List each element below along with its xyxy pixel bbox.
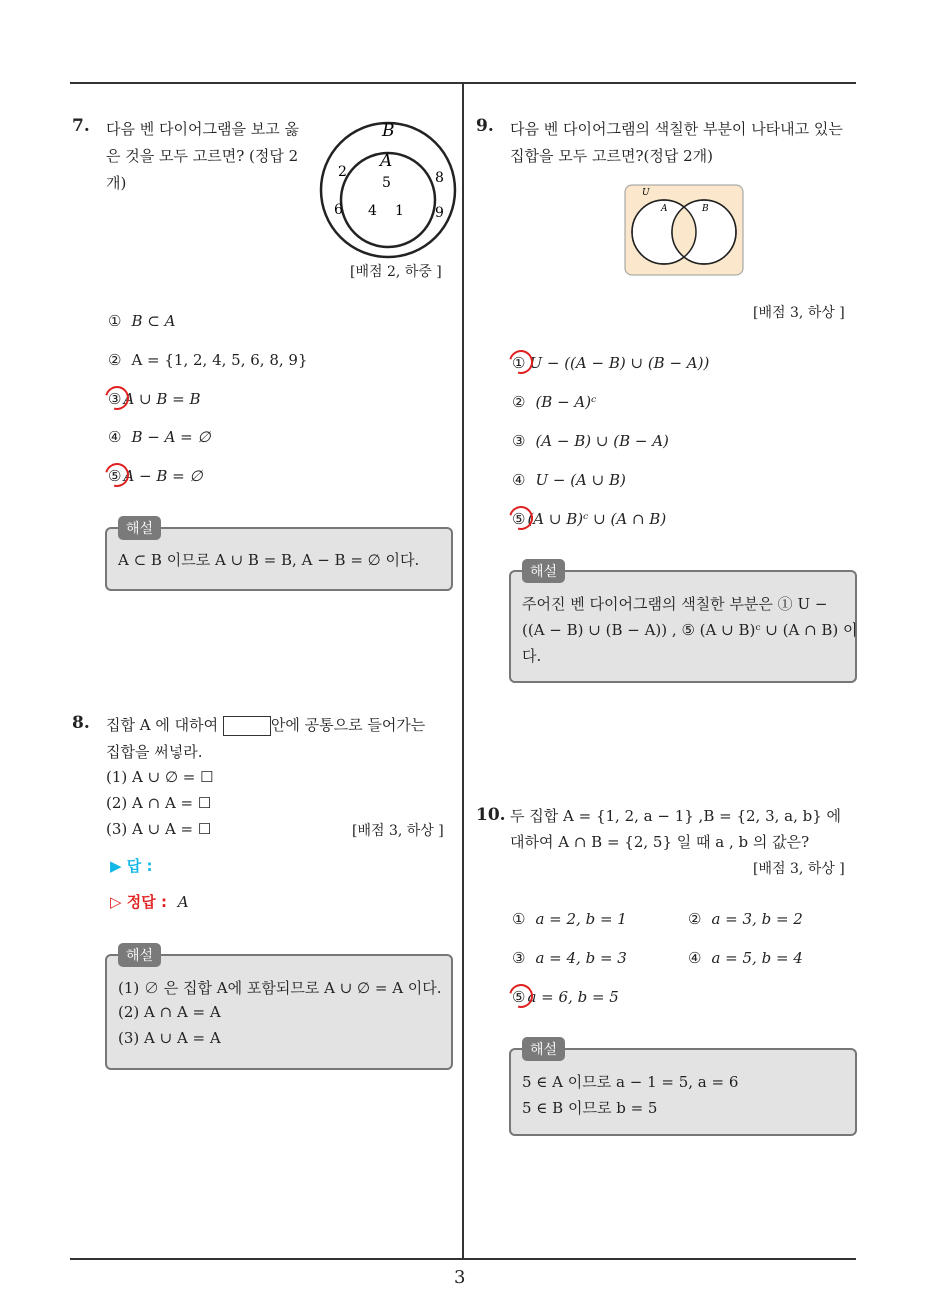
- column-divider: [462, 84, 464, 1260]
- option-marker: ①: [512, 910, 526, 928]
- q7-selected-mark: [101, 382, 134, 415]
- q8-question-text: [106, 712, 446, 766]
- q10-question-line-1: 두 집합 A = {1, 2, a − 1} ,B = {2, 3, a, b} 에: [510, 807, 842, 825]
- q9-explanation-tab: 해설: [522, 559, 565, 583]
- q8-number: 8.: [72, 713, 90, 733]
- q8-explanation-line-2: (2) A ∩ A = A: [118, 1003, 221, 1021]
- q10-question-line-2: 대하여 A ∩ B = {2, 5} 일 때 a , b 의 값은?: [510, 833, 810, 851]
- q7-option-4[interactable]: [108, 428, 211, 446]
- q8-answer-label: ▶ 답 :: [110, 857, 153, 875]
- option-marker: ①: [512, 354, 526, 372]
- q7-value: 5: [382, 175, 391, 191]
- q8-score: [배점 3, 하상 ]: [352, 823, 444, 839]
- option-text: A = {1, 2, 4, 5, 6, 8, 9}: [131, 351, 308, 369]
- q10-number: 10.: [476, 805, 506, 825]
- q10-option-1[interactable]: [512, 910, 627, 928]
- option-text: a = 2, b = 1: [535, 910, 627, 928]
- option-text: B − A = ∅: [131, 428, 211, 446]
- q7-option-1[interactable]: [108, 312, 175, 330]
- option-text: (A ∪ B)ᶜ ∪ (A ∩ B): [527, 510, 667, 528]
- q10-option-2[interactable]: [688, 910, 803, 928]
- q8-explanation-line-3: (3) A ∪ A = A: [118, 1029, 221, 1047]
- q7-set-b-label: B: [382, 121, 395, 141]
- q9-number: 9.: [476, 116, 494, 136]
- q10-explanation-line-2: 5 ∈ B 이므로 b = 5: [522, 1099, 658, 1117]
- option-text: B ⊂ A: [131, 312, 176, 330]
- option-marker: ⑤: [108, 467, 122, 485]
- bottom-rule: [70, 1258, 856, 1260]
- q9-set-b-label: B: [702, 204, 709, 214]
- option-marker: ③: [512, 949, 526, 967]
- q8-item-2: (2) A ∩ A = ☐: [106, 794, 212, 812]
- q7-number: 7.: [72, 116, 90, 136]
- option-text: (B − A)ᶜ: [535, 393, 597, 411]
- q10-explanation-line-1: 5 ∈ A 이므로 a − 1 = 5, a = 6: [522, 1073, 739, 1091]
- q7-question-text: 다음 벤 다이어그램을 보고 옳은 것을 모두 고르면? (정답 2개): [106, 120, 299, 192]
- q10-selected-mark: [505, 980, 538, 1013]
- q9-question-text: 다음 벤 다이어그램의 색칠한 부분이 나타내고 있는 집합을 모두 고르면?(정답 2개): [510, 120, 843, 165]
- option-text: A ∪ B = B: [123, 390, 201, 408]
- option-text: (A − B) ∪ (B − A): [535, 432, 669, 450]
- q9-option-2[interactable]: [512, 393, 596, 411]
- option-marker: ④: [688, 949, 702, 967]
- q8-explanation-tab: 해설: [118, 943, 161, 967]
- q10-option-4[interactable]: [688, 949, 803, 967]
- q7-set-a-label: A: [380, 151, 393, 171]
- q7-explanation-tab: 해설: [118, 516, 161, 540]
- q7-explanation-text: A ⊂ B 이므로 A ∪ B = B, A − B = ∅ 이다.: [118, 551, 420, 569]
- option-marker: ③: [108, 390, 122, 408]
- q10-explanation-box: [509, 1048, 857, 1136]
- q9-explanation-line-1: 주어진 벤 다이어그램의 색칠한 부분은 ① U −: [522, 595, 828, 613]
- q7-value: 6: [334, 202, 343, 218]
- option-marker: ⑤: [512, 510, 526, 528]
- q9-option-3[interactable]: [512, 432, 669, 450]
- q10-score: [배점 3, 하상 ]: [753, 861, 845, 877]
- option-text: a = 4, b = 3: [535, 949, 627, 967]
- q8-text-c: 집합을 써넣라.: [106, 743, 203, 761]
- option-text: A − B = ∅: [123, 467, 203, 485]
- q7-value: 8: [435, 170, 444, 186]
- option-text: a = 5, b = 4: [711, 949, 803, 967]
- q7-score: [배점 2, 하중 ]: [350, 264, 442, 280]
- option-marker: ②: [688, 910, 702, 928]
- q8-item-3: (3) A ∪ A = ☐: [106, 820, 212, 838]
- q9-explanation-line-3: 다.: [522, 647, 542, 665]
- option-text: U − ((A − B) ∪ (B − A)): [529, 354, 710, 372]
- q10-option-3[interactable]: [512, 949, 627, 967]
- q8-correct-label: ▷ 정답 :: [110, 893, 167, 911]
- q9-option-5[interactable]: [512, 510, 666, 528]
- option-marker: ③: [512, 432, 526, 450]
- option-text: a = 3, b = 2: [711, 910, 803, 928]
- q7-selected-mark: [101, 459, 134, 492]
- q7-option-2[interactable]: [108, 351, 308, 369]
- q8-correct-answer: [110, 891, 189, 912]
- q8-text-a: 집합 A 에 대하여: [106, 716, 219, 734]
- q9-selected-mark: [505, 502, 538, 535]
- q9-score: [배점 3, 하상 ]: [753, 305, 845, 321]
- q8-explanation-line-1: (1) ∅ 은 집합 A에 포함되므로 A ∪ ∅ = A 이다.: [118, 979, 442, 997]
- option-marker: ⑤: [512, 988, 526, 1006]
- q8-item-1: (1) A ∪ ∅ = ☐: [106, 768, 214, 786]
- q7-venn-diagram: [318, 120, 466, 260]
- q9-set-a-label: A: [661, 204, 668, 214]
- option-marker: ④: [108, 428, 122, 446]
- q9-explanation-line-2: ((A − B) ∪ (B − A)) , ⑤ (A ∪ B)ᶜ ∪ (A ∩ B) 이: [522, 621, 858, 639]
- q9-option-4[interactable]: [512, 471, 626, 489]
- option-text: U − (A ∪ B): [535, 471, 626, 489]
- option-text: a = 6, b = 5: [527, 988, 619, 1006]
- page-number: 3: [454, 1267, 466, 1288]
- q9-option-1[interactable]: [512, 354, 709, 372]
- q7-value: 2: [338, 164, 347, 180]
- q8-correct-value: A: [177, 893, 189, 911]
- q9-venn-diagram: [624, 184, 744, 276]
- q9-universe-label: U: [642, 188, 650, 198]
- option-marker: ②: [108, 351, 122, 369]
- option-marker: ①: [108, 312, 122, 330]
- q7-value: 9: [435, 205, 444, 221]
- q9-selected-mark: [505, 346, 538, 379]
- q7-value: 1: [395, 203, 404, 219]
- q8-blank-box: [223, 716, 271, 736]
- option-marker: ②: [512, 393, 526, 411]
- q10-explanation-tab: 해설: [522, 1037, 565, 1061]
- q7-value: 4: [368, 203, 377, 219]
- q8-text-b: 안에 공통으로 들어가는: [270, 716, 426, 734]
- option-marker: ④: [512, 471, 526, 489]
